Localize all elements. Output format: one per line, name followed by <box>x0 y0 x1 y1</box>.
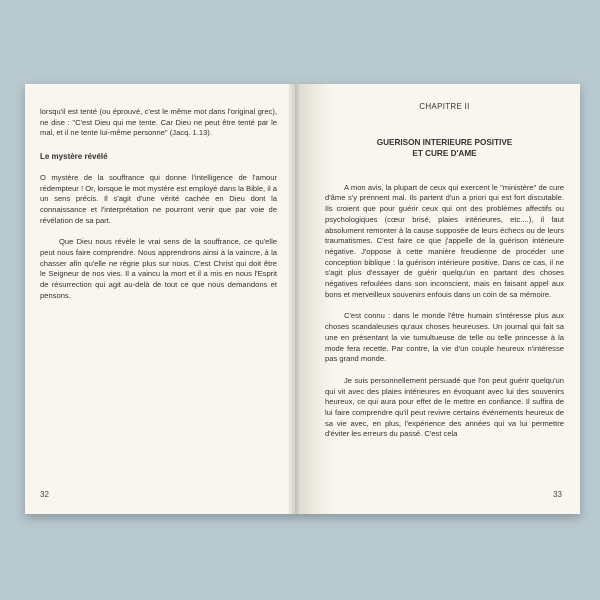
section-heading: Le mystère révélé <box>40 152 108 162</box>
chapter-title-line-1: GUERISON INTERIEURE POSITIVE <box>376 137 513 147</box>
left-paragraph-2: O mystère de la souffrance qui donne l'intelligence de l'amour rédempteur ! Or, lorsque le mot mystère est employé dans la Bible, il a un sens précis. Il s'agit d'une vérité cachée en Dieu dont la connaissance et l'interprétation ne pourront venir que par voie de révélation de sa part. <box>40 172 277 225</box>
chapter-title-line-2: ET CURE D'AME <box>412 148 477 158</box>
chapter-title <box>325 137 564 159</box>
page-number-left: 32 <box>40 490 49 499</box>
right-paragraph-1: A mon avis, la plupart de ceux qui exercent le "ministère" de cure d'âme s'y prennent mal. Ils partent d'un a priori qui est fort discutable. Ils croient que pour guérir ceux qui ont des problèmes affectifs ou psychologiques (cœur brisé, plaies intérieures, etc....), il faut absolument remonter à la cause supposée de leurs échecs ou de leurs traumatismes. C'est faire ce que j'appelle de la guérison intérieure négative. J'oppose à cette manière freudienne de procéder une conception biblique : la guérison intérieure positive. Dans ce cas, il ne s'agit plus d'essayer de guérir quelqu'un en partant des choses négatives refoulées dans son inconscient, mais en faisant appel aux bons et merveilleux souvenirs enfouis dans un coin de sa mémoire. <box>325 182 564 299</box>
book-spine <box>287 84 299 514</box>
left-paragraph-3: Que Dieu nous révèle le vrai sens de la souffrance, ce qu'elle peut nous faire comprendre. Nous apprendrons ainsi à la vaincre, à la chasser afin qu'elle ne règne plus sur nous. C'est Christ qui doit être le Seigneur de nos vies. Il a vaincu la mort et il a mis en nous l'Esprit de résurrection qui agit au-delà de tout ce que nous demandons et pensons. <box>40 237 277 300</box>
right-paragraph-3: Je suis personnellement persuadé que l'on peut guérir quelqu'un qui vit avec des plaies intérieures en évoquant avec lui des souvenirs heureux, ce qui aura pour effet de le mettre en confiance. Il suffira de lui faire comprendre qu'il peut revivre certains événements heureux de sa vie avec, en plus, l'expérience des années qui va lui permettre d'éviter les erreurs du passé. C'est cela <box>325 375 564 439</box>
left-page <box>25 84 295 514</box>
open-book <box>25 84 580 514</box>
page-number-right: 33 <box>553 490 562 499</box>
chapter-label: CHAPITRE II <box>419 102 470 111</box>
right-page <box>295 84 580 514</box>
right-paragraph-2: C'est connu : dans le monde l'être humain s'intéresse plus aux choses scandaleuses qu'aux choses heureuses. Un journal qui fait sa une en présentant la vie tumultueuse de telle ou telle princesse à la mode fera recette. Par contre, la vie d'un couple heureux n'intéresse pas grand monde. <box>325 311 564 364</box>
left-paragraph-1: lorsqu'il est tenté (ou éprouvé, c'est le même mot dans l'original grec), ne dise : "C'est Dieu qui me tente. Car Dieu ne peut être tenté par le mal, et il ne tente lui-même personne" (Jacq. 1.13). <box>40 107 277 138</box>
